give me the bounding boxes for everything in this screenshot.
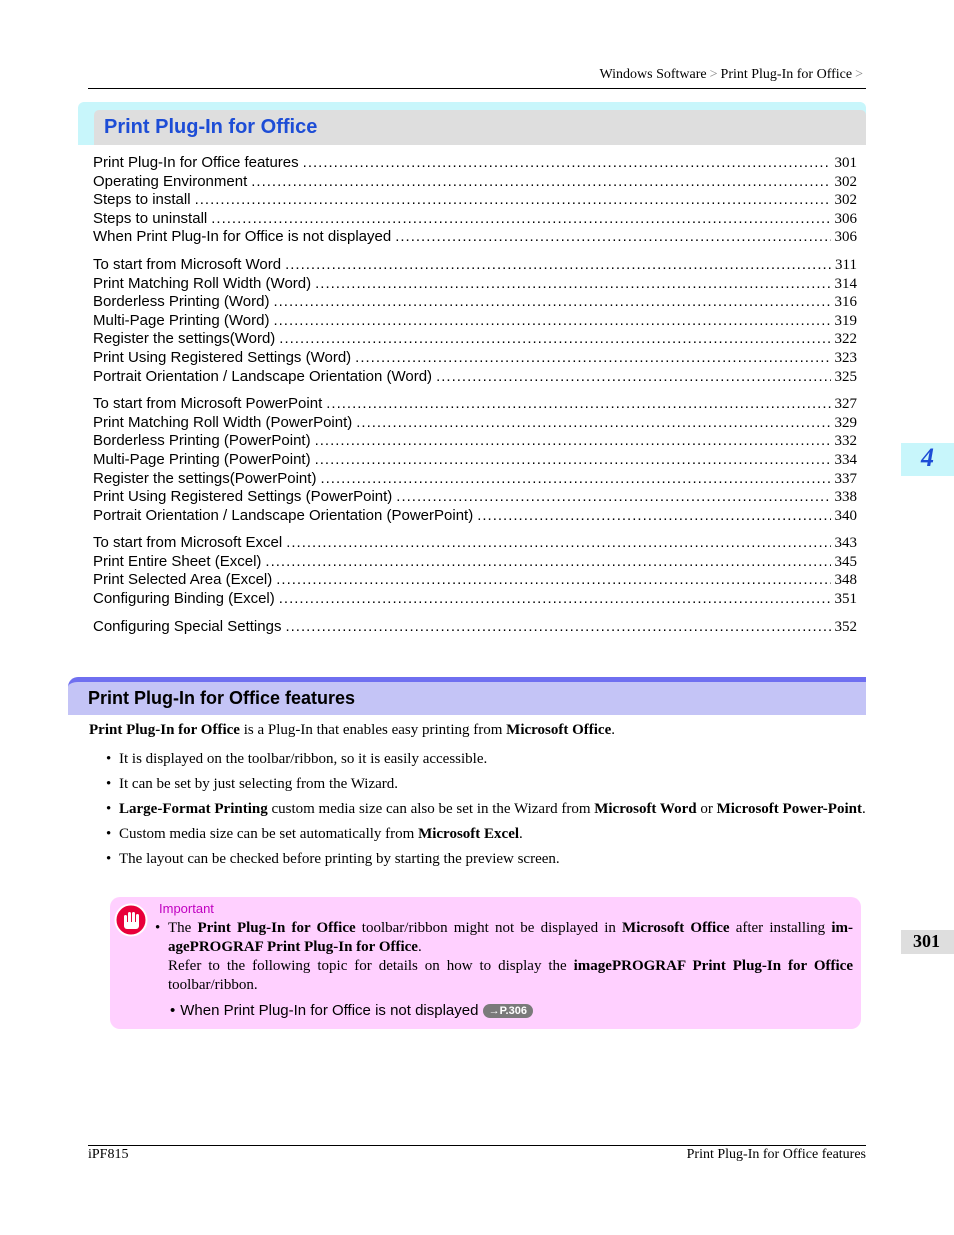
bold-term: Print Plug-In for Office (197, 920, 356, 936)
toc-leader-dots (320, 470, 830, 489)
toc-leader-dots (356, 414, 830, 433)
list-item (106, 850, 866, 869)
toc-leader-dots (276, 571, 830, 590)
important-callout (110, 897, 861, 1029)
important-body (155, 919, 853, 1020)
toc-entry-page: 352 (834, 618, 857, 635)
toc-leader-dots (395, 228, 830, 247)
toc-entry-page: 306 (834, 229, 857, 246)
toc-entry-page: 323 (834, 349, 857, 366)
text: It is displayed on the toolbar/ribbon, so it is easily accessible. (119, 751, 488, 767)
toc-entry-page: 334 (834, 451, 857, 468)
toc-leader-dots (285, 618, 830, 637)
intro-paragraph (89, 722, 866, 739)
toc-entry[interactable] (93, 275, 857, 294)
chapter-number: 4 (921, 443, 934, 472)
toc-entry-page: 306 (834, 210, 857, 227)
toc-entry[interactable] (93, 228, 857, 247)
toc-leader-dots (211, 210, 830, 229)
toc-entry-label: Print Using Registered Settings (Word) (93, 348, 352, 366)
toc-group (93, 256, 857, 386)
link-text[interactable]: When Print Plug-In for Office is not displayed (180, 1002, 479, 1019)
text: It can be set by just selecting from the Wizard. (119, 776, 399, 792)
toc-leader-dots (303, 154, 831, 173)
toc-entry[interactable] (93, 191, 857, 210)
toc-leader-dots (477, 507, 830, 526)
toc-entry[interactable] (93, 368, 857, 387)
text: custom media size can also be set in the Wizard from (267, 801, 595, 817)
toc-entry[interactable] (93, 571, 857, 590)
toc-entry-label: Print Matching Roll Width (Word) (93, 274, 312, 292)
toc-leader-dots (265, 553, 830, 572)
bold-term: Microsoft Power-Point (716, 801, 862, 817)
toc-group (93, 534, 857, 608)
toc-entry-page: 332 (834, 433, 857, 450)
toc-entry-page: 314 (834, 275, 857, 292)
toc-leader-dots (315, 451, 831, 470)
text: toolbar/ribbon. (168, 977, 258, 993)
toc-entry-label: Borderless Printing (Word) (93, 293, 270, 311)
section-heading-bar (68, 677, 866, 715)
important-title: Important (159, 901, 214, 916)
page-number: 301 (913, 931, 940, 951)
toc-entry-label: To start from Microsoft Word (93, 255, 282, 273)
bold-term: Microsoft Office (506, 722, 612, 738)
breadcrumb-separator: > (855, 67, 863, 82)
toc-entry-label: Configuring Special Settings (93, 617, 282, 635)
toc-group (93, 154, 857, 247)
text: The (168, 920, 198, 936)
toc-entry-label: Configuring Binding (Excel) (93, 590, 275, 608)
toc-entry-page: 337 (834, 470, 857, 487)
bullet-dot: • (170, 1002, 176, 1019)
toc-entry-page: 301 (834, 155, 857, 171)
toc-entry-label: When Print Plug-In for Office is not displayed (93, 228, 392, 246)
important-bullet (155, 919, 853, 995)
bold-term: imagePROGRAF Print Plug-In for Office (573, 958, 853, 974)
toc-entry[interactable] (93, 432, 857, 451)
page-title: Print Plug-In for Office (104, 116, 318, 138)
toc-group (93, 395, 857, 525)
toc-entry-label: To start from Microsoft PowerPoint (93, 395, 323, 413)
bold-term: Microsoft Office (622, 920, 730, 936)
page-reference-badge[interactable]: →P.306 (483, 1004, 533, 1018)
toc-entry[interactable] (93, 312, 857, 331)
toc-entry-label: Print Selected Area (Excel) (93, 571, 273, 589)
text: toolbar/ribbon might not be displayed in (355, 920, 623, 936)
toc-leader-dots (355, 349, 830, 368)
toc-leader-dots (251, 173, 830, 192)
toc-entry-label: Multi-Page Printing (PowerPoint) (93, 450, 311, 468)
toc-entry-label: Register the settings(PowerPoint) (93, 469, 317, 487)
toc-entry[interactable] (93, 293, 857, 312)
toc-leader-dots (396, 488, 830, 507)
toc-entry[interactable] (93, 507, 857, 526)
toc-entry[interactable] (93, 256, 857, 275)
toc-entry-label: Portrait Orientation / Landscape Orientation (PowerPoint) (93, 506, 474, 524)
toc-leader-dots (315, 432, 831, 451)
toc-group (93, 618, 857, 637)
breadcrumb (599, 67, 866, 83)
toc-entry-page: 322 (834, 331, 857, 348)
text: or (696, 801, 717, 817)
toc-entry[interactable] (93, 553, 857, 572)
toc-entry-page: 340 (834, 507, 857, 524)
important-hand-icon (114, 903, 148, 937)
toc-leader-dots (286, 534, 830, 553)
toc-entry[interactable] (93, 470, 857, 489)
toc-entry[interactable] (93, 451, 857, 470)
text: . (611, 722, 615, 738)
bold-term: Microsoft Word (594, 801, 697, 817)
toc-entry-page: 327 (834, 396, 857, 413)
page-number-tab (901, 930, 954, 954)
toc-entry[interactable] (93, 414, 857, 433)
bold-term: im-agePROGRAF Print Plug-In for Office (168, 920, 853, 955)
list-item (106, 750, 866, 769)
page-title-box (94, 110, 866, 145)
table-of-contents (93, 154, 857, 645)
toc-leader-dots (273, 312, 830, 331)
breadcrumb-separator: > (709, 67, 718, 82)
breadcrumb-item[interactable]: Print Plug-In for Office (720, 67, 853, 82)
toc-entry-page: 351 (834, 591, 857, 608)
toc-entry[interactable] (93, 349, 857, 368)
bold-term: Large-Format Printing (119, 801, 268, 817)
toc-entry-page: 329 (834, 414, 857, 431)
toc-leader-dots (326, 395, 830, 414)
toc-entry-label: Multi-Page Printing (Word) (93, 311, 270, 329)
text: Refer to the following topic for details on how to display the (168, 958, 574, 974)
toc-leader-dots (285, 256, 831, 275)
toc-entry-page: 302 (834, 173, 857, 190)
toc-entry-page: 343 (834, 535, 857, 552)
toc-leader-dots (315, 275, 830, 294)
text: Custom media size can be set automatically from (119, 826, 419, 842)
toc-entry[interactable] (93, 534, 857, 553)
toc-leader-dots (436, 368, 830, 387)
toc-entry-page: 316 (834, 294, 857, 311)
toc-entry[interactable] (93, 488, 857, 507)
bold-term: Microsoft Excel (418, 826, 520, 842)
list-item (106, 825, 866, 844)
toc-entry-page: 338 (834, 489, 857, 506)
toc-entry-page: 348 (834, 572, 857, 589)
toc-entry[interactable] (93, 330, 857, 349)
text: . (861, 801, 866, 817)
list-item (106, 775, 866, 794)
toc-entry-label: Borderless Printing (PowerPoint) (93, 432, 311, 450)
toc-leader-dots (273, 293, 830, 312)
breadcrumb-item[interactable]: Windows Software (599, 67, 707, 82)
toc-entry[interactable] (93, 590, 857, 609)
toc-entry-label: Portrait Orientation / Landscape Orientation (Word) (93, 367, 433, 385)
footer-section: Print Plug-In for Office features (686, 1147, 866, 1162)
toc-leader-dots (195, 191, 831, 210)
footer-model: iPF815 (88, 1147, 129, 1162)
text: . (417, 939, 422, 955)
text: . (519, 826, 523, 842)
toc-entry-label: To start from Microsoft Excel (93, 534, 283, 552)
toc-leader-dots (279, 330, 830, 349)
toc-entry-page: 302 (834, 192, 857, 209)
toc-entry[interactable] (93, 395, 857, 414)
toc-entry[interactable] (93, 618, 857, 637)
header-divider (88, 88, 866, 89)
toc-entry-page: 319 (834, 312, 857, 329)
text: after installing (729, 920, 832, 936)
toc-entry-label: Steps to install (93, 191, 191, 209)
text: The layout can be checked before printing by starting the preview screen. (119, 851, 560, 867)
toc-entry-page: 345 (834, 553, 857, 570)
toc-entry[interactable] (93, 210, 857, 229)
section-heading: Print Plug-In for Office features (88, 688, 356, 708)
list-item (106, 800, 866, 819)
toc-entry-label: Operating Environment (93, 172, 248, 190)
toc-entry-label: Print Plug-In for Office features (93, 154, 299, 171)
related-topic-link[interactable] (155, 1001, 853, 1020)
toc-entry-label: Steps to uninstall (93, 209, 208, 227)
text: is a Plug-In that enables easy printing from (239, 722, 507, 738)
toc-entry[interactable] (93, 154, 857, 173)
chapter-tab[interactable] (901, 443, 954, 476)
bold-term: Print Plug-In for Office (89, 722, 240, 738)
toc-entry-label: Print Matching Roll Width (PowerPoint) (93, 413, 353, 431)
feature-list (106, 750, 866, 875)
toc-leader-dots (279, 590, 831, 609)
toc-entry-page: 311 (835, 256, 857, 273)
toc-entry-label: Print Entire Sheet (Excel) (93, 552, 262, 570)
toc-entry[interactable] (93, 173, 857, 192)
toc-entry-label: Print Using Registered Settings (PowerPoint) (93, 488, 393, 506)
footer-divider (88, 1145, 866, 1146)
toc-entry-page: 325 (834, 368, 857, 385)
toc-entry-label: Register the settings(Word) (93, 330, 276, 348)
